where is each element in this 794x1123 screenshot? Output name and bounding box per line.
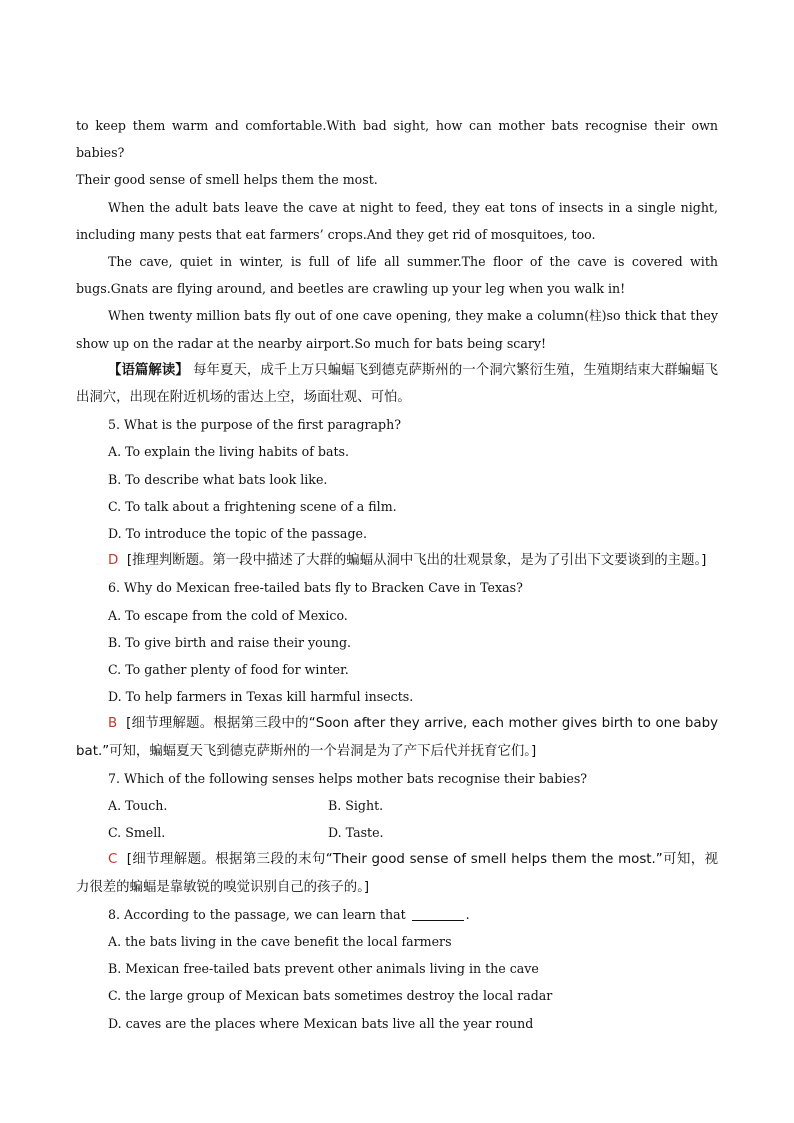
option-row	[76, 819, 718, 846]
passage-paragraph-3: The cave, quiet in winter, is full of life all summer.The floor of the cave is covered with bugs.Gnats are flying around, and beetles are crawling up your leg when you walk in!	[76, 254, 718, 297]
question-6	[76, 574, 718, 764]
option-b: B. To give birth and raise their young.	[108, 634, 352, 650]
answer-blank	[412, 906, 464, 921]
answer-letter: D	[108, 553, 119, 569]
passage-line: Their good sense of smell helps them the most.	[76, 172, 378, 188]
passage-interpretation	[76, 357, 718, 411]
option-c: C. the large group of Mexican bats sometimes destroy the local radar	[108, 988, 553, 1004]
option-c: C. To gather plenty of food for winter.	[108, 662, 349, 678]
option-b: B. Sight.	[328, 798, 384, 814]
document-page	[76, 112, 718, 1037]
explanation-text: [推理判断题。第一段中描述了大群的蝙蝠从洞中飞出的壮观景象，是为了引出下文要谈到的主题。]	[126, 553, 707, 569]
answer-explanation	[76, 547, 718, 574]
question-stem: 6. Why do Mexican free-tailed bats fly to Bracken Cave in Texas?	[108, 580, 523, 596]
option-a: A. the bats living in the cave benefit the local farmers	[108, 934, 452, 950]
option-a: A. To escape from the cold of Mexico.	[108, 607, 348, 623]
option-b: B. Mexican free-tailed bats prevent other animals living in the cave	[108, 961, 539, 977]
interpretation-tag: 【语篇解读】	[108, 362, 189, 378]
passage-line: to keep them warm and comfortable.With bad sight, how can mother bats recognise their own babies?	[76, 118, 718, 161]
stem-text: 8. According to the passage, we can learn that	[108, 906, 410, 922]
passage-paragraph-2: When the adult bats leave the cave at night to feed, they eat tons of insects in a single night, including many pests that eat farmers’ crops.And they get rid of mosquitoes, too.	[76, 199, 718, 242]
option-d: D. caves are the places where Mexican bats live all the year round	[108, 1015, 534, 1031]
option-d: D. To introduce the topic of the passage.	[108, 526, 367, 542]
question-5	[76, 411, 718, 574]
option-a: A. To explain the living habits of bats.	[108, 444, 349, 460]
question-7	[76, 765, 718, 901]
option-b: B. To describe what bats look like.	[108, 471, 328, 487]
question-stem: 5. What is the purpose of the first paragraph?	[108, 417, 401, 433]
stem-end: .	[465, 906, 470, 922]
option-d: D. Taste.	[328, 825, 384, 841]
question-stem: 7. Which of the following senses helps mother bats recognise their babies?	[108, 770, 588, 786]
answer-explanation	[76, 846, 718, 900]
answer-letter: C	[108, 852, 118, 868]
option-c: C. To talk about a frightening scene of a film.	[108, 498, 397, 514]
option-row	[76, 792, 718, 819]
option-d: D. To help farmers in Texas kill harmful insects.	[108, 689, 414, 705]
question-8	[76, 901, 718, 1037]
option-c: C. Smell.	[108, 825, 166, 841]
interpretation-text: 每年夏天，成千上万只蝙蝠飞到德克萨斯州的一个洞穴繁衍生殖，生殖期结束大群蝙蝠飞出洞穴，出现在附近机场的雷达上空，场面壮观、可怕。	[76, 362, 718, 406]
question-stem	[76, 901, 718, 928]
answer-explanation	[76, 710, 718, 764]
explanation-text: [细节理解题。根据第三段的末句“Their good sense of smell helps them the most.”可知，视力很差的蝙蝠是靠敏锐的嗅觉识别自己的孩子的。]	[76, 852, 718, 895]
passage-paragraph-4: When twenty million bats fly out of one cave opening, they make a column(柱)so thick that they show up on the radar at the nearby airport.So much for bats being scary!	[76, 308, 718, 351]
option-a: A. Touch.	[108, 798, 168, 814]
answer-letter: B	[108, 716, 118, 732]
passage-paragraph-1	[76, 112, 718, 194]
explanation-text: [细节理解题。根据第三段中的“Soon after they arrive, each mother gives birth to one baby bat.”可知，蝙蝠夏天飞到德克萨斯州的一个岩洞是为了产下后代并抚育它们。]	[76, 716, 718, 759]
